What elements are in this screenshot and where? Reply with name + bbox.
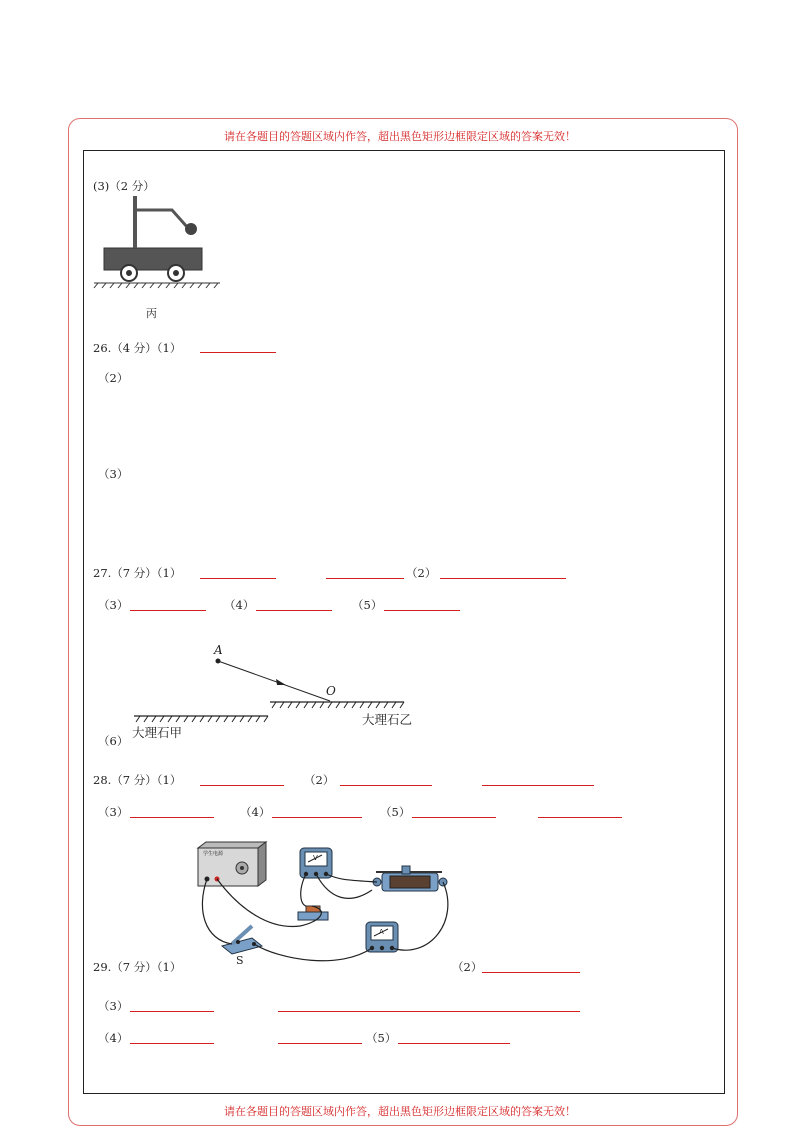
q27-header: 27.（7 分）（1）: [93, 566, 182, 580]
q25-part3-label: (3)（2 分）: [93, 179, 155, 193]
q29-blank-4a[interactable]: [130, 1043, 214, 1044]
q26-header: 26.（4 分）（1）: [93, 341, 182, 355]
q26-part2: （2）: [98, 371, 129, 385]
q26-part3: （3）: [98, 467, 129, 481]
q29-part5: （5）: [366, 1031, 397, 1045]
q28-part4: （4）: [240, 805, 271, 819]
q29-blank-2[interactable]: [482, 972, 580, 973]
q29-part2: （2）: [452, 960, 483, 974]
point-a-label: A: [214, 643, 223, 657]
q29-blank-4b[interactable]: [278, 1043, 362, 1044]
ammeter-label: A: [379, 928, 384, 936]
bottom-notice: 请在各题目的答题区域内作答，超出黑色矩形边框限定区域的答案无效！: [224, 1105, 576, 1118]
q27-part3: （3）: [98, 598, 129, 612]
q28-part2: （2）: [304, 773, 335, 787]
q27-part2: （2）: [406, 566, 437, 580]
marble-b-label: 大理石乙: [362, 712, 413, 727]
point-o-label: O: [326, 684, 336, 698]
q29-part4: （4）: [98, 1031, 129, 1045]
q28-part3: （3）: [98, 805, 129, 819]
q29-part3: （3）: [98, 999, 129, 1013]
voltmeter-label: V: [313, 854, 318, 862]
power-supply-label: 学生电源: [203, 851, 224, 857]
top-notice: 请在各题目的答题区域内作答，超出黑色矩形边框限定区域的答案无效！: [224, 130, 576, 143]
q27-part5: （5）: [352, 598, 383, 612]
q27-part6: （6）: [98, 734, 129, 748]
q28-header: 28.（7 分）（1）: [93, 773, 182, 787]
marble-a-label: 大理石甲: [132, 725, 183, 740]
q27-part4: （4）: [224, 598, 255, 612]
q28-part5: （5）: [380, 805, 411, 819]
fig-caption-bing: 丙: [146, 307, 157, 320]
q29-header: 29.（7 分）（1）: [93, 960, 182, 974]
switch-label: S: [236, 954, 244, 967]
q29-blank-3b[interactable]: [278, 1011, 580, 1012]
q29-blank-3a[interactable]: [130, 1011, 214, 1012]
q29-blank-5[interactable]: [398, 1043, 510, 1044]
